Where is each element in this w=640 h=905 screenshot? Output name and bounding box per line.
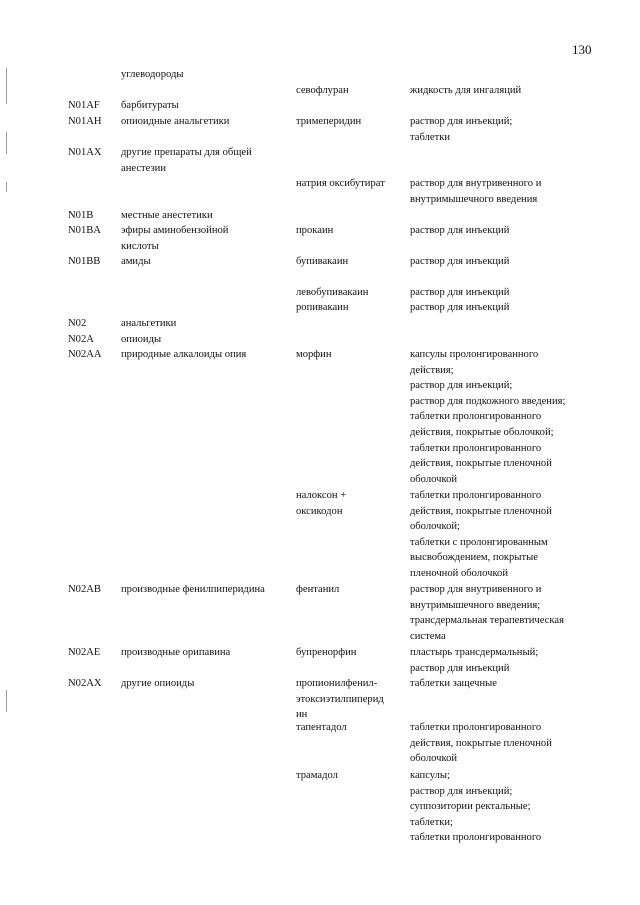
atc-code: N02AB xyxy=(68,584,101,595)
dosage-form: раствор для инъекций xyxy=(410,225,510,236)
scan-margin-mark xyxy=(6,68,7,104)
drug-name: натрия оксибутират xyxy=(296,178,385,189)
dosage-form: раствор для внутривенного и внутримышечного введения xyxy=(410,178,542,205)
drug-name: прокаин xyxy=(296,225,334,236)
drug-name: налоксон + оксикодон xyxy=(296,490,347,517)
atc-code: N01AX xyxy=(68,147,102,158)
atc-code: N02 xyxy=(68,318,87,329)
drug-name: морфин xyxy=(296,349,332,360)
group-name: углеводороды xyxy=(121,69,184,80)
group-name: местные анестетики xyxy=(121,210,213,221)
drug-name: бупренорфин xyxy=(296,647,357,658)
atc-code: N02AA xyxy=(68,349,102,360)
group-name: другие опиоиды xyxy=(121,678,195,689)
group-name: анальгетики xyxy=(121,318,177,329)
group-name: опиоидные анальгетики xyxy=(121,116,230,127)
atc-code: N01AH xyxy=(68,116,102,127)
drug-name: трамадол xyxy=(296,770,338,781)
drug-name: ропивакаин xyxy=(296,302,349,313)
dosage-form: жидкость для ингаляций xyxy=(410,85,522,96)
scan-margin-mark xyxy=(6,132,7,154)
drug-name: пропионилфенил- этоксиэтилпиперид ин xyxy=(296,678,384,721)
group-name: амиды xyxy=(121,256,151,267)
group-name: производные орипавина xyxy=(121,647,231,658)
dosage-form: капсулы; раствор для инъекций; суппозитории ректальные; таблетки; таблетки пролонгированного xyxy=(410,770,542,844)
atc-code: N02AE xyxy=(68,647,101,658)
dosage-form: пластырь трансдермальный; раствор для инъекций xyxy=(410,647,539,674)
dosage-form: таблетки пролонгированного действия, покрытые пленочной оболочкой; таблетки с пролонгированным высвобождением, покрытые пленочной оболочкой xyxy=(410,490,552,579)
atc-code: N01AF xyxy=(68,100,100,111)
group-name: другие препараты для общей анестезии xyxy=(121,147,252,174)
group-name: барбитураты xyxy=(121,100,179,111)
drug-name: бупивакаин xyxy=(296,256,349,267)
atc-code: N01BB xyxy=(68,256,101,267)
dosage-form: раствор для инъекций; таблетки xyxy=(410,116,513,143)
group-name: производные фенилпиперидина xyxy=(121,584,265,595)
dosage-form: таблетки пролонгированного действия, покрытые пленочной оболочкой xyxy=(410,722,552,765)
drug-name: тримеперидин xyxy=(296,116,362,127)
dosage-form: раствор для инъекций xyxy=(410,287,510,298)
atc-code: N02A xyxy=(68,334,94,345)
scan-margin-mark xyxy=(6,690,7,712)
scan-margin-mark xyxy=(6,182,7,192)
atc-code: N01BA xyxy=(68,225,101,236)
dosage-form: капсулы пролонгированного действия; раствор для инъекций; раствор для подкожного введения; таблетки пролонгированного действия, покрытые оболочкой; таблетки пролонгированного действия, покрытые пленочной оболочкой xyxy=(410,349,566,485)
drug-name: фентанил xyxy=(296,584,340,595)
dosage-form: раствор для инъекций xyxy=(410,256,510,267)
drug-name: севофлуран xyxy=(296,85,349,96)
atc-code: N01B xyxy=(68,210,94,221)
group-name: эфиры аминобензойной кислоты xyxy=(121,225,229,252)
dosage-form: раствор для внутривенного и внутримышечного введения; трансдермальная терапевтическая система xyxy=(410,584,564,642)
atc-code: N02AX xyxy=(68,678,102,689)
drug-name: тапентадол xyxy=(296,722,347,733)
group-name: опиоиды xyxy=(121,334,162,345)
drug-name: левобупивакаин xyxy=(296,287,369,298)
dosage-form: раствор для инъекций xyxy=(410,302,510,313)
page-number: 130 xyxy=(572,42,592,57)
dosage-form: таблетки защечные xyxy=(410,678,497,689)
group-name: природные алкалоиды опия xyxy=(121,349,247,360)
